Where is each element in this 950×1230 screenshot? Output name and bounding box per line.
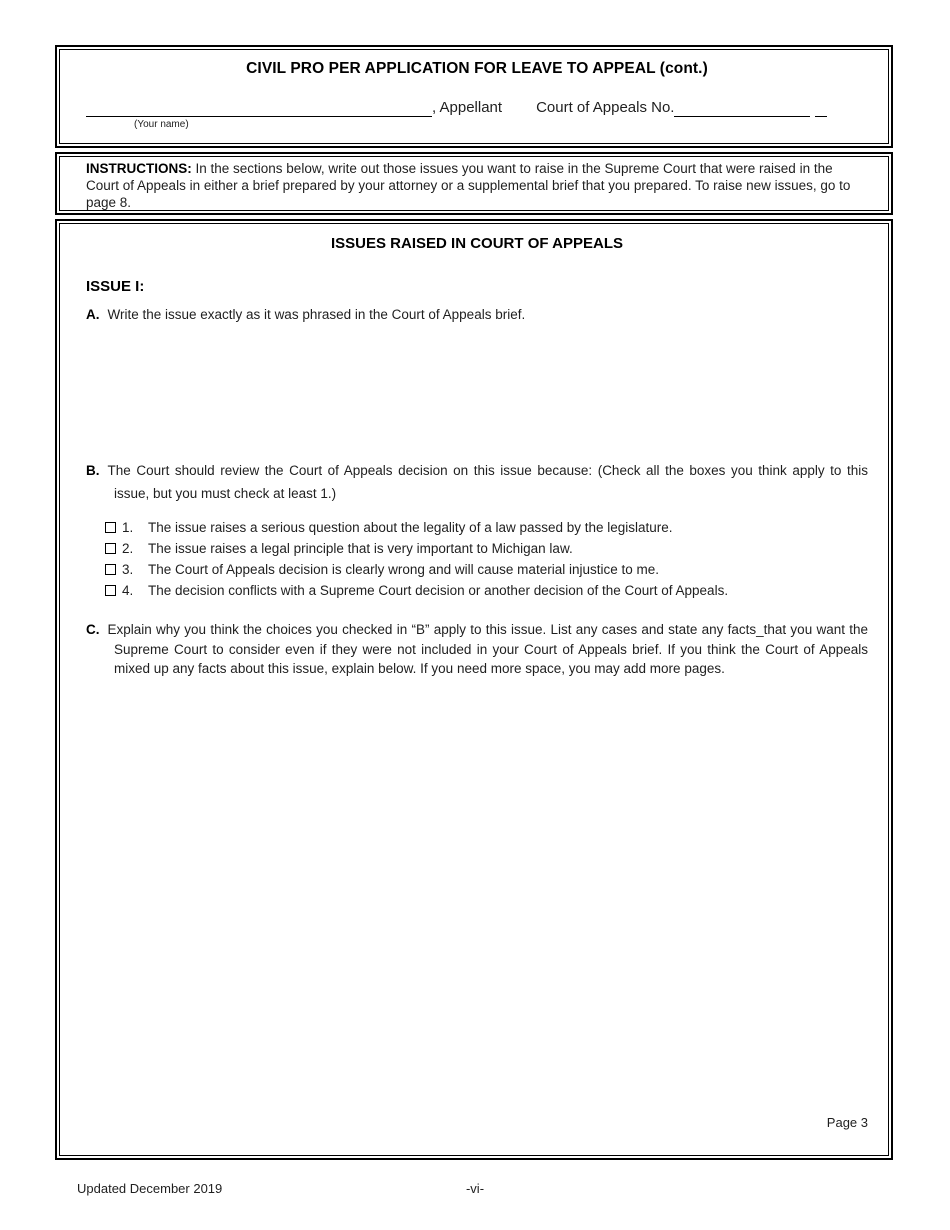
appellant-label: , Appellant <box>432 99 503 116</box>
reason-option-3 <box>105 561 868 582</box>
reason-checkbox-list <box>86 519 868 603</box>
issue-i-label: ISSUE I: <box>86 278 145 295</box>
option-2-checkbox[interactable] <box>105 543 116 554</box>
reason-option-4 <box>105 582 868 603</box>
instructions-section-inner <box>59 156 889 211</box>
option-1-checkbox[interactable] <box>105 522 116 533</box>
option-3-number: 3. <box>122 562 134 577</box>
option-2-number: 2. <box>122 541 134 556</box>
instructions-section <box>55 152 893 215</box>
section-c-label: C. <box>86 622 100 637</box>
coa-number-field-tail[interactable] <box>815 98 827 117</box>
issue-write-area[interactable] <box>86 323 868 459</box>
option-4-checkbox[interactable] <box>105 585 116 596</box>
page-number: Page 3 <box>826 1115 868 1130</box>
header-section <box>55 45 893 148</box>
section-a-paragraph <box>86 306 868 323</box>
option-2-label: The issue raises a legal principle that is very important to Michigan law. <box>148 541 573 556</box>
option-4-number: 4. <box>122 583 134 598</box>
option-1-number: 1. <box>122 520 134 535</box>
form-title: CIVIL PRO PER APPLICATION FOR LEAVE TO APPEAL (cont.) <box>246 60 708 77</box>
instructions-label: INSTRUCTIONS: <box>86 161 192 176</box>
option-3-checkbox[interactable] <box>105 564 116 575</box>
section-b-paragraph <box>86 459 868 505</box>
option-4-label: The decision conflicts with a Supreme Court decision or another decision of the Court of Appeals. <box>148 583 729 598</box>
section-b-label: B. <box>86 463 100 478</box>
page-footer <box>0 1181 950 1197</box>
reason-option-1 <box>105 519 868 540</box>
section-b-text: The Court should review the Court of Appeals decision on this issue because: (Check all the boxes you think apply to this issue, but you must check at least 1.) <box>107 463 868 501</box>
option-1-label: The issue raises a serious question about the legality of a law passed by the legislature. <box>148 520 673 535</box>
instructions-body: In the sections below, write out those issues you want to raise in the Supreme Court that were raised in the Court of Appeals in either a brief prepared by your attorney or a supplemental brief that you prepared. To raise new issues, go to page 8. <box>86 161 851 210</box>
coa-number-label: Court of Appeals No. <box>536 99 675 116</box>
coa-number-field[interactable] <box>674 98 810 117</box>
section-a-label: A. <box>86 307 100 322</box>
option-3-label: The Court of Appeals decision is clearly wrong and will cause material injustice to me. <box>148 562 659 577</box>
appellant-name-field[interactable] <box>86 98 432 117</box>
issues-section <box>55 219 893 1160</box>
issues-section-inner <box>59 223 889 1156</box>
updated-date: Updated December 2019 <box>77 1181 223 1196</box>
reason-option-2 <box>105 540 868 561</box>
header-section-inner <box>59 49 889 144</box>
section-c-text: Explain why you think the choices you checked in “B” apply to this issue. List any cases and state any facts_that you want the Supreme Court to consider even if they were not included in your Court of Appeals brief. If you think the Court of Appeals mixed up any facts about this issue, explain below. If you need more space, you may add more pages. <box>107 622 868 676</box>
section-a-text: Write the issue exactly as it was phrased in the Court of Appeals brief. <box>107 307 526 322</box>
appellant-row <box>86 98 868 117</box>
instructions-paragraph <box>86 160 868 211</box>
roman-page-number: -vi- <box>465 1181 485 1196</box>
section-c-paragraph <box>86 620 868 679</box>
issues-heading: ISSUES RAISED IN COURT OF APPEALS <box>331 235 623 252</box>
your-name-caption: (Your name) <box>134 119 189 130</box>
explanation-write-area[interactable] <box>86 679 868 1116</box>
